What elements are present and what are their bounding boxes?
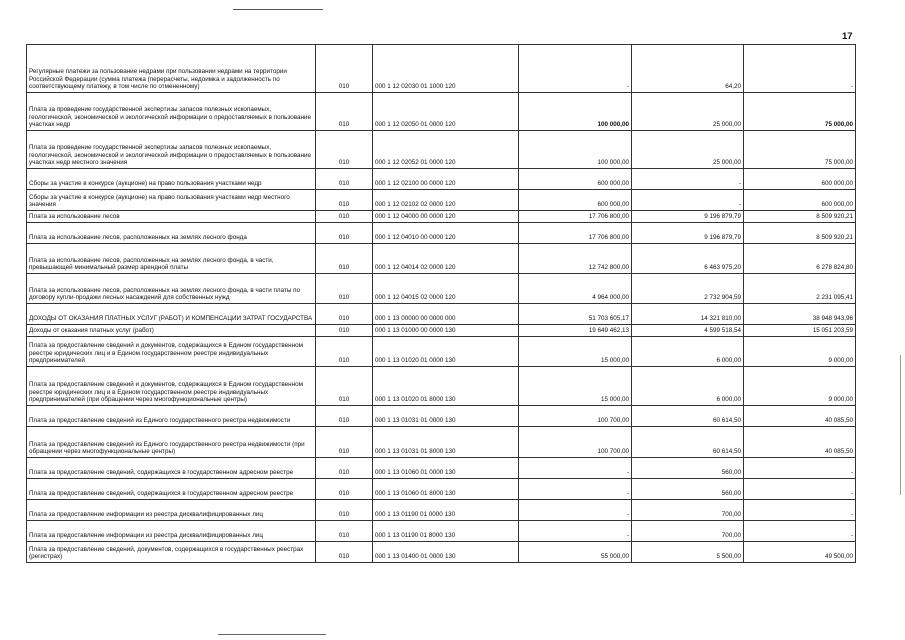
row-approved-amount: 600 000,00 xyxy=(519,190,632,211)
row-unexecuted-amount: 6 278 824,80 xyxy=(744,244,856,274)
row-approved-amount: - xyxy=(519,500,632,521)
row-budget-code: 000 1 13 01190 01 8000 130 xyxy=(373,521,519,542)
table-row xyxy=(27,274,856,304)
table-row xyxy=(27,427,856,458)
row-unexecuted-amount: - xyxy=(744,500,856,521)
table-row xyxy=(27,521,856,542)
row-budget-code: 000 1 13 00000 00 0000 000 xyxy=(373,304,519,325)
row-name: Сборы за участие в конкурсе (аукционе) на право пользования участками недр местного значения xyxy=(27,190,316,211)
row-budget-code: 000 1 13 01031 01 0000 130 xyxy=(373,406,519,427)
row-executed-amount: 700,00 xyxy=(632,521,744,542)
row-executed-amount: 9 196 879,79 xyxy=(632,223,744,244)
row-line-code: 010 xyxy=(316,211,373,223)
row-name: Плата за использование лесов, расположенных на землях лесного фонда, в части платы по договору купли-продажи лесных насаждений для собственных нужд xyxy=(27,274,316,304)
row-executed-amount: 14 321 810,00 xyxy=(632,304,744,325)
row-line-code: 010 xyxy=(316,458,373,479)
row-name: Плата за предоставление информации из реестра дисквалифицированных лиц xyxy=(27,521,316,542)
row-budget-code: 000 1 13 01020 01 0000 130 xyxy=(373,337,519,367)
row-line-code: 010 xyxy=(316,274,373,304)
row-unexecuted-amount: 15 051 203,59 xyxy=(744,325,856,337)
table-row xyxy=(27,325,856,337)
table-row xyxy=(27,190,856,211)
row-executed-amount: 560,00 xyxy=(632,458,744,479)
row-line-code: 010 xyxy=(316,406,373,427)
row-approved-amount: - xyxy=(519,45,632,93)
row-budget-code: 000 1 13 01020 01 8000 130 xyxy=(373,367,519,406)
row-executed-amount: - xyxy=(632,190,744,211)
row-unexecuted-amount: 40 085,50 xyxy=(744,406,856,427)
row-approved-amount: 55 000,00 xyxy=(519,542,632,563)
row-executed-amount: 9 196 879,79 xyxy=(632,211,744,223)
row-budget-code: 000 1 12 02050 01 0000 120 xyxy=(373,93,519,131)
row-budget-code: 000 1 12 04000 00 0000 120 xyxy=(373,211,519,223)
row-executed-amount: - xyxy=(632,169,744,190)
row-budget-code: 000 1 12 02052 01 0000 120 xyxy=(373,131,519,169)
table-row xyxy=(27,131,856,169)
row-executed-amount: 560,00 xyxy=(632,479,744,500)
row-approved-amount: 17 706 800,00 xyxy=(519,211,632,223)
row-approved-amount: 100 000,00 xyxy=(519,93,632,131)
row-name: Плата за предоставление сведений, содержащихся в государственном адресном реестре xyxy=(27,458,316,479)
row-line-code: 010 xyxy=(316,427,373,458)
row-budget-code: 000 1 12 04015 02 0000 120 xyxy=(373,274,519,304)
row-executed-amount: 6 463 975,20 xyxy=(632,244,744,274)
row-approved-amount: 19 649 462,13 xyxy=(519,325,632,337)
row-line-code: 010 xyxy=(316,131,373,169)
row-line-code: 010 xyxy=(316,244,373,274)
row-unexecuted-amount: - xyxy=(744,45,856,93)
row-budget-code: 000 1 13 01190 01 0000 130 xyxy=(373,500,519,521)
row-executed-amount: 64,20 xyxy=(632,45,744,93)
row-name: Плата за проведение государственной экспертизы запасов полезных ископаемых, геологической, экономической и экологической информации о предоставляемых в пользование участках недр xyxy=(27,93,316,131)
table-row xyxy=(27,542,856,563)
row-approved-amount: 15 000,00 xyxy=(519,337,632,367)
row-line-code: 010 xyxy=(316,304,373,325)
row-name: Плата за проведение государственной экспертизы запасов полезных ископаемых, геологической, экономической и экологической информации о предоставляемых в пользование участках недр местного значения xyxy=(27,131,316,169)
page-number: 17 xyxy=(842,31,853,42)
row-line-code: 010 xyxy=(316,169,373,190)
row-budget-code: 000 1 12 04014 02 0000 120 xyxy=(373,244,519,274)
row-name: Плата за предоставление сведений, содержащихся в государственном адресном реестре xyxy=(27,479,316,500)
row-unexecuted-amount: 75 000,00 xyxy=(744,93,856,131)
row-budget-code: 000 1 12 02100 00 0000 120 xyxy=(373,169,519,190)
row-executed-amount: 25 000,00 xyxy=(632,131,744,169)
row-name: Плата за использование лесов xyxy=(27,211,316,223)
row-name: Плата за предоставление сведений из Единого государственного реестра недвижимости (при обращении через многофункциональные центры) xyxy=(27,427,316,458)
table-row xyxy=(27,479,856,500)
row-executed-amount: 60 614,50 xyxy=(632,427,744,458)
row-executed-amount: 5 500,00 xyxy=(632,542,744,563)
table-row xyxy=(27,500,856,521)
row-name: Плата за использование лесов, расположенных на землях лесного фонда xyxy=(27,223,316,244)
row-approved-amount: 15 000,00 xyxy=(519,367,632,406)
row-executed-amount: 6 000,00 xyxy=(632,367,744,406)
row-name: Доходы от оказания платных услуг (работ) xyxy=(27,325,316,337)
scan-edge-mark xyxy=(900,355,901,495)
table-row xyxy=(27,45,856,93)
table-row xyxy=(27,406,856,427)
row-name: ДОХОДЫ ОТ ОКАЗАНИЯ ПЛАТНЫХ УСЛУГ (РАБОТ) И КОМПЕНСАЦИИ ЗАТРАТ ГОСУДАРСТВА xyxy=(27,304,316,325)
row-name: Сборы за участие в конкурсе (аукционе) на право пользования участками недр xyxy=(27,169,316,190)
row-budget-code: 000 1 13 01400 01 0000 130 xyxy=(373,542,519,563)
row-line-code: 010 xyxy=(316,542,373,563)
row-line-code: 010 xyxy=(316,223,373,244)
row-budget-code: 000 1 13 01060 01 8000 130 xyxy=(373,479,519,500)
row-executed-amount: 4 599 518,54 xyxy=(632,325,744,337)
row-unexecuted-amount: 8 509 920,21 xyxy=(744,223,856,244)
row-line-code: 010 xyxy=(316,500,373,521)
row-name: Плата за предоставление сведений и документов, содержащихся в Едином государственном реестре юридических лиц и в Едином государственном реестре индивидуальных предпринимателей (при обращении через многофункциональные центры) xyxy=(27,367,316,406)
row-budget-code: 000 1 13 01060 01 0000 130 xyxy=(373,458,519,479)
row-unexecuted-amount: - xyxy=(744,521,856,542)
table-row xyxy=(27,211,856,223)
row-line-code: 010 xyxy=(316,521,373,542)
row-approved-amount: 100 700,00 xyxy=(519,427,632,458)
row-executed-amount: 6 000,00 xyxy=(632,337,744,367)
row-unexecuted-amount: 75 000,00 xyxy=(744,131,856,169)
row-line-code: 010 xyxy=(316,45,373,93)
table-row xyxy=(27,244,856,274)
row-approved-amount: - xyxy=(519,479,632,500)
row-line-code: 010 xyxy=(316,93,373,131)
row-name: Плата за предоставление информации из реестра дисквалифицированных лиц xyxy=(27,500,316,521)
row-approved-amount: - xyxy=(519,521,632,542)
row-budget-code: 000 1 12 02030 01 1000 120 xyxy=(373,45,519,93)
row-name: Плата за использование лесов, расположенных на землях лесного фонда, в части, превышающей минимальный размер арендной платы xyxy=(27,244,316,274)
row-unexecuted-amount: 600 000,00 xyxy=(744,169,856,190)
revenue-table xyxy=(26,44,856,563)
row-executed-amount: 2 732 904,59 xyxy=(632,274,744,304)
table-row xyxy=(27,337,856,367)
row-name: Плата за предоставление сведений, документов, содержащихся в государственных реестрах (регистрах) xyxy=(27,542,316,563)
row-unexecuted-amount: 38 948 943,96 xyxy=(744,304,856,325)
row-unexecuted-amount: 600 000,00 xyxy=(744,190,856,211)
row-line-code: 010 xyxy=(316,190,373,211)
table-row xyxy=(27,367,856,406)
row-executed-amount: 25 000,00 xyxy=(632,93,744,131)
row-line-code: 010 xyxy=(316,325,373,337)
row-unexecuted-amount: - xyxy=(744,479,856,500)
table-row xyxy=(27,93,856,131)
row-name: Регулярные платежи за пользование недрами при пользовании недрами на территории Российской Федерации (сумма платежа (перерасчеты, недоимка и задолженность по соответствующему платежу, в том числе по отмененному) xyxy=(27,45,316,93)
row-approved-amount: 12 742 800,00 xyxy=(519,244,632,274)
row-approved-amount: 51 703 605,17 xyxy=(519,304,632,325)
row-name: Плата за предоставление сведений из Единого государственного реестра недвижимости xyxy=(27,406,316,427)
bottom-rule xyxy=(218,634,326,635)
row-unexecuted-amount: 9 000,00 xyxy=(744,337,856,367)
table-row xyxy=(27,169,856,190)
row-line-code: 010 xyxy=(316,337,373,367)
row-approved-amount: 100 000,00 xyxy=(519,131,632,169)
row-approved-amount: 17 706 800,00 xyxy=(519,223,632,244)
top-rule xyxy=(233,9,323,10)
row-executed-amount: 60 614,50 xyxy=(632,406,744,427)
row-unexecuted-amount: 40 085,50 xyxy=(744,427,856,458)
row-name: Плата за предоставление сведений и документов, содержащихся в Едином государственном реестре юридических лиц и в Едином государственном реестре индивидуальных предпринимателей xyxy=(27,337,316,367)
row-budget-code: 000 1 13 01031 01 8000 130 xyxy=(373,427,519,458)
row-unexecuted-amount: - xyxy=(744,458,856,479)
row-unexecuted-amount: 49 500,00 xyxy=(744,542,856,563)
row-unexecuted-amount: 8 509 920,21 xyxy=(744,211,856,223)
row-unexecuted-amount: 9 000,00 xyxy=(744,367,856,406)
row-executed-amount: 700,00 xyxy=(632,500,744,521)
row-unexecuted-amount: 2 231 095,41 xyxy=(744,274,856,304)
row-budget-code: 000 1 13 01000 00 0000 130 xyxy=(373,325,519,337)
table-row xyxy=(27,304,856,325)
row-budget-code: 000 1 12 02102 02 0000 120 xyxy=(373,190,519,211)
row-approved-amount: - xyxy=(519,458,632,479)
row-approved-amount: 100 700,00 xyxy=(519,406,632,427)
row-approved-amount: 600 000,00 xyxy=(519,169,632,190)
row-approved-amount: 4 964 000,00 xyxy=(519,274,632,304)
row-line-code: 010 xyxy=(316,367,373,406)
table-row xyxy=(27,458,856,479)
table-row xyxy=(27,223,856,244)
row-budget-code: 000 1 12 04010 00 0000 120 xyxy=(373,223,519,244)
row-line-code: 010 xyxy=(316,479,373,500)
